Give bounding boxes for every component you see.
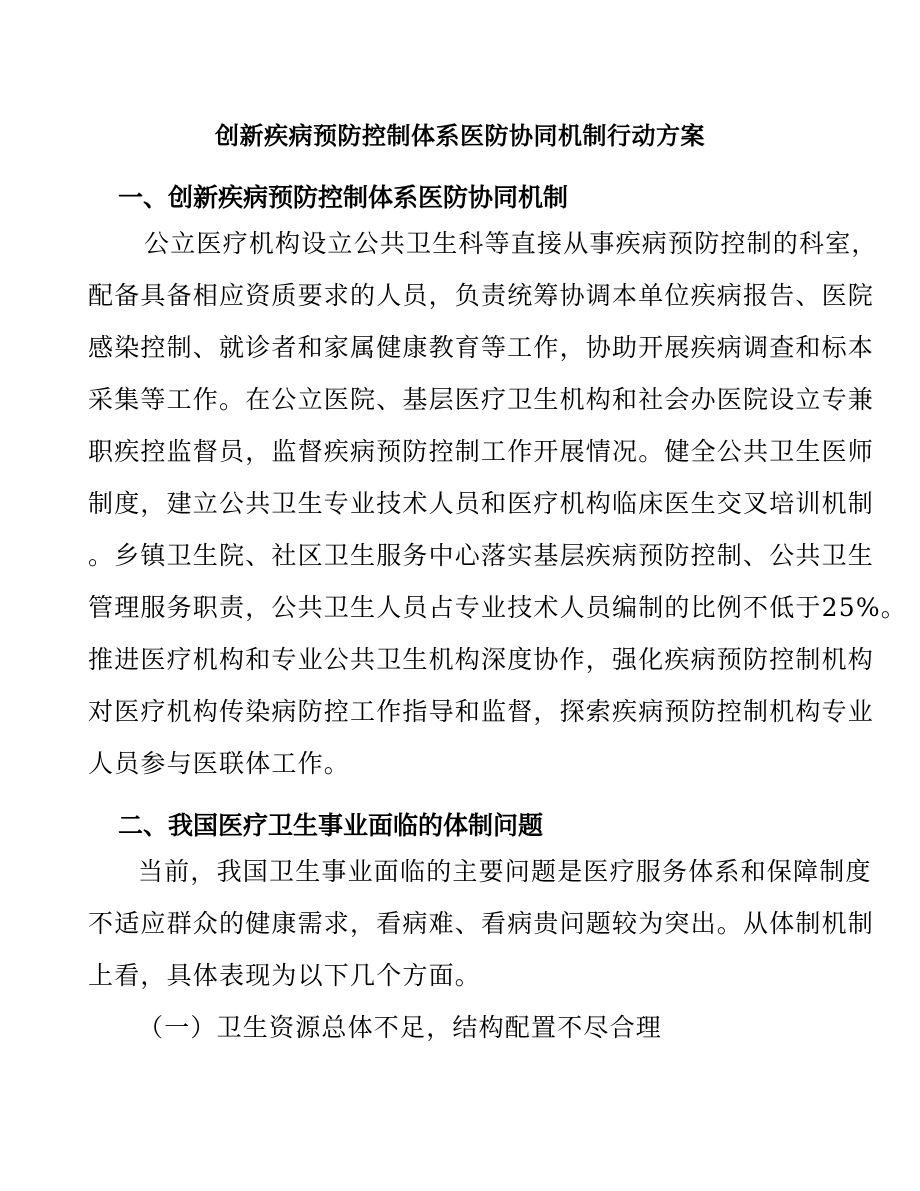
paragraph-line: 职疾控监督员，监督疾病预防控制工作开展情况。健全公共卫生医师 — [88, 437, 875, 466]
document-title: 创新疾病预防控制体系医防协同机制行动方案 — [215, 121, 705, 150]
section-2-heading: 二、我国医疗卫生事业面临的体制问题 — [118, 811, 544, 840]
paragraph-line: 公立医疗机构设立公共卫生科等直接从事疾病预防控制的科室， — [144, 229, 878, 258]
paragraph-line: 上看，具体表现为以下几个方面。 — [88, 961, 482, 990]
section-1-heading: 一、创新疾病预防控制体系医防协同机制 — [118, 183, 569, 212]
paragraph-line: 感染控制、就诊者和家属健康教育等工作，协助开展疾病调查和标本 — [88, 333, 875, 362]
paragraph-line: 当前，我国卫生事业面临的主要问题是医疗服务体系和保障制度 — [138, 857, 872, 886]
paragraph-line: 管理服务职责，公共卫生人员占专业技术人员编制的比例不低于25%。 — [88, 593, 907, 622]
section-2-subheading: （一）卫生资源总体不足，结构配置不尽合理 — [138, 1013, 663, 1042]
section-1-paragraph — [88, 218, 907, 790]
paragraph-line: 推进医疗机构和专业公共卫生机构深度协作，强化疾病预防控制机构 — [88, 645, 875, 674]
paragraph-line: 对医疗机构传染病防控工作指导和监督，探索疾病预防控制机构专业 — [88, 697, 875, 726]
paragraph-line: 。乡镇卫生院、社区卫生服务中心落实基层疾病预防控制、公共卫生 — [88, 541, 875, 570]
paragraph-line: 人员参与医联体工作。 — [88, 749, 351, 778]
section-2-paragraph — [88, 846, 875, 1002]
paragraph-line: 不适应群众的健康需求，看病难、看病贵问题较为突出。从体制机制 — [88, 909, 875, 938]
paragraph-line: 配备具备相应资质要求的人员，负责统筹协调本单位疾病报告、医院 — [88, 281, 875, 310]
paragraph-line: 采集等工作。在公立医院、基层医疗卫生机构和社会办医院设立专兼 — [88, 385, 875, 414]
paragraph-line: 制度，建立公共卫生专业技术人员和医疗机构临床医生交叉培训机制 — [88, 489, 875, 518]
